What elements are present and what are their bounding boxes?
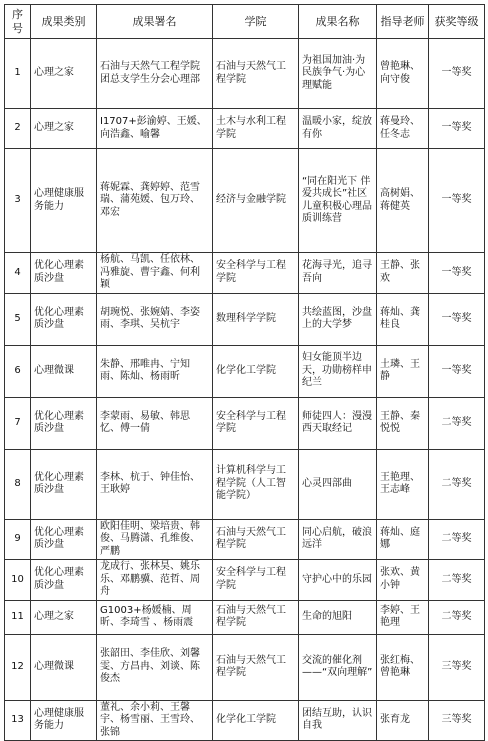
cell-title: 温暖小家，绽放有你 [299, 109, 377, 149]
header-category: 成果类别 [31, 5, 97, 39]
cell-title: 师徒四人：漫漫西天取经记 [299, 397, 377, 449]
cell-no: 3 [5, 149, 31, 253]
cell-college: 石油与天然气工程学院 [213, 634, 299, 700]
header-authors: 成果署名 [97, 5, 213, 39]
cell-advisor: 张欢、黄小钟 [377, 560, 429, 601]
cell-college: 化学化工学院 [213, 700, 299, 741]
cell-no: 11 [5, 600, 31, 634]
cell-no: 12 [5, 634, 31, 700]
header-no: 序号 [5, 5, 31, 39]
cell-award: 一等奖 [429, 345, 485, 397]
cell-category: 心理微课 [31, 345, 97, 397]
cell-college: 安全科学与工程学院 [213, 560, 299, 601]
cell-authors: 龙成行、张林昊、姚乐乐、邓鹏骥、范哲、周舟 [97, 560, 213, 601]
cell-no: 7 [5, 397, 31, 449]
cell-college: 计算机科学与工程学院（人工智能学院） [213, 449, 299, 519]
cell-advisor: 土璘、王静 [377, 345, 429, 397]
cell-award: 一等奖 [429, 149, 485, 253]
cell-no: 2 [5, 109, 31, 149]
cell-college: 数理科学学院 [213, 293, 299, 345]
cell-category: 优化心理素质沙盘 [31, 293, 97, 345]
cell-award: 二等奖 [429, 449, 485, 519]
cell-title: 守护心中的乐园 [299, 560, 377, 601]
cell-advisor: 蒋灿、龚桂良 [377, 293, 429, 345]
cell-award: 三等奖 [429, 700, 485, 741]
cell-title: 共绘蓝图，沙盘上的大学梦 [299, 293, 377, 345]
cell-award: 二等奖 [429, 560, 485, 601]
cell-category: 优化心理素质沙盘 [31, 519, 97, 560]
cell-category: 优化心理素质沙盘 [31, 560, 97, 601]
cell-title: 团结互助，认识自我 [299, 700, 377, 741]
cell-category: 优化心理素质沙盘 [31, 449, 97, 519]
cell-advisor: 张红梅、曾艳琳 [377, 634, 429, 700]
cell-category: 心理之家 [31, 600, 97, 634]
cell-authors: 石油与天然气工程学院团总支学生分会心理部 [97, 39, 213, 109]
table-row [5, 293, 485, 345]
cell-award: 一等奖 [429, 39, 485, 109]
cell-college: 安全科学与工程学院 [213, 397, 299, 449]
cell-college: 化学化工学院 [213, 345, 299, 397]
table-row [5, 253, 485, 294]
cell-no: 9 [5, 519, 31, 560]
cell-title: 心灵四部曲 [299, 449, 377, 519]
cell-advisor: 李婷、王艳理 [377, 600, 429, 634]
cell-authors: 杨航、马凯、任依林、冯雅旋、曹宇鑫、何利颖 [97, 253, 213, 294]
cell-college: 石油与天然气工程学院 [213, 600, 299, 634]
cell-category: 优化心理素质沙盘 [31, 253, 97, 294]
table-row [5, 700, 485, 741]
cell-title: 生命的旭阳 [299, 600, 377, 634]
cell-category: 优化心理素质沙盘 [31, 397, 97, 449]
cell-no: 13 [5, 700, 31, 741]
cell-no: 8 [5, 449, 31, 519]
cell-authors: 蒋妮霖、龚婷婷、范雪瑞、蒲苑媛、包万玲、邓宏 [97, 149, 213, 253]
cell-category: 心理健康服务能力 [31, 700, 97, 741]
cell-title: 为祖国加油·为民族争气·为心理赋能 [299, 39, 377, 109]
cell-title: “同在阳光下 伴爱共成长”社区儿童积极心理品质训练营 [299, 149, 377, 253]
cell-title: 妇女能顶半边天，功勋榜样申纪兰 [299, 345, 377, 397]
cell-award: 一等奖 [429, 253, 485, 294]
cell-college: 土木与水利工程学院 [213, 109, 299, 149]
cell-category: 心理之家 [31, 39, 97, 109]
table-row [5, 519, 485, 560]
award-table [4, 4, 485, 741]
cell-authors: 朱静、邢唯冉、宁知雨、陈灿、杨雨昕 [97, 345, 213, 397]
cell-authors: 胡琬悦、张婉婧、李姿雨、李琪、吴杭宇 [97, 293, 213, 345]
cell-advisor: 王静、秦悦悦 [377, 397, 429, 449]
table-row [5, 149, 485, 253]
cell-advisor: 张育龙 [377, 700, 429, 741]
table-row [5, 39, 485, 109]
cell-award: 一等奖 [429, 293, 485, 345]
table-row [5, 449, 485, 519]
cell-college: 安全科学与工程学院 [213, 253, 299, 294]
cell-title: 花海寻光，追寻吾向 [299, 253, 377, 294]
header-award: 获奖等级 [429, 5, 485, 39]
cell-authors: 欧阳佳明、梁培贵、韩俊、马腾潇、孔维俊、严鹏 [97, 519, 213, 560]
cell-advisor: 高树娟、蒋健英 [377, 149, 429, 253]
cell-advisor: 王艳理、王志峰 [377, 449, 429, 519]
cell-authors: 张韶田、李佳欣、刘馨雯、方昌冉、刘谈、陈俊杰 [97, 634, 213, 700]
table-row [5, 345, 485, 397]
cell-advisor: 蒋灿、庭娜 [377, 519, 429, 560]
cell-title: 同心启航，破浪远洋 [299, 519, 377, 560]
cell-authors: G1003+杨媛楠、周昕、李琦雪 、杨雨震 [97, 600, 213, 634]
cell-advisor: 王静、张欢 [377, 253, 429, 294]
table-row [5, 109, 485, 149]
cell-authors: 董礼、余小莉、王馨宇、杨雪丽、王雪玲、张锦 [97, 700, 213, 741]
cell-college: 经济与金融学院 [213, 149, 299, 253]
cell-award: 二等奖 [429, 397, 485, 449]
cell-no: 1 [5, 39, 31, 109]
cell-title: 交流的催化剂——“双向理解” [299, 634, 377, 700]
table-row [5, 560, 485, 601]
cell-category: 心理微课 [31, 634, 97, 700]
table-row [5, 600, 485, 634]
cell-college: 石油与天然气工程学院 [213, 39, 299, 109]
cell-college: 石油与天然气工程学院 [213, 519, 299, 560]
cell-no: 5 [5, 293, 31, 345]
table-row [5, 397, 485, 449]
cell-award: 二等奖 [429, 519, 485, 560]
cell-no: 4 [5, 253, 31, 294]
cell-category: 心理健康服务能力 [31, 149, 97, 253]
header-title: 成果名称 [299, 5, 377, 39]
cell-no: 6 [5, 345, 31, 397]
header-college: 学院 [213, 5, 299, 39]
table-header-row [5, 5, 485, 39]
cell-authors: I1707+彭渝婷、王媛、向浩鑫、喻馨 [97, 109, 213, 149]
cell-no: 10 [5, 560, 31, 601]
cell-advisor: 曾艳琳、向守俊 [377, 39, 429, 109]
cell-award: 一等奖 [429, 109, 485, 149]
cell-authors: 李蒙雨、易敏、韩思忆、傅一倩 [97, 397, 213, 449]
cell-category: 心理之家 [31, 109, 97, 149]
cell-award: 二等奖 [429, 600, 485, 634]
table-row [5, 634, 485, 700]
cell-authors: 李林、杭于、钟佳怡、王耿婷 [97, 449, 213, 519]
cell-award: 三等奖 [429, 634, 485, 700]
header-advisor: 指导老师 [377, 5, 429, 39]
cell-advisor: 蒋曼玲、任冬志 [377, 109, 429, 149]
